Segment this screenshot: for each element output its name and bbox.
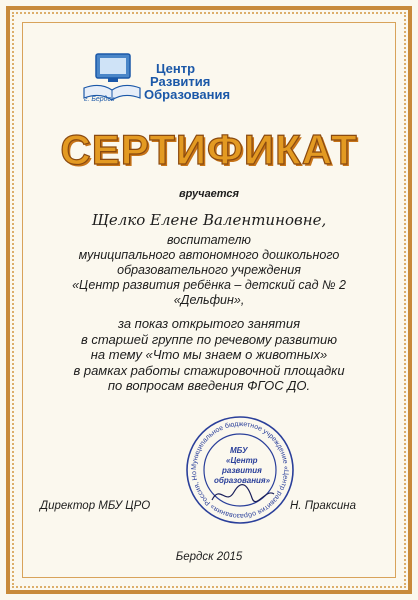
awarded-label: вручается bbox=[178, 188, 240, 200]
stamp-center-2: «Центр bbox=[226, 456, 258, 465]
logo-line-2: Развития bbox=[150, 74, 211, 89]
logo-line-1: Центр bbox=[156, 61, 196, 76]
reason-line: за показ открытого занятия bbox=[117, 316, 301, 331]
reason-line: по вопросам введения ФГОС ДО. bbox=[107, 378, 311, 393]
award-reason bbox=[20, 316, 398, 394]
computer-book-icon bbox=[80, 52, 144, 102]
official-stamp bbox=[184, 414, 296, 526]
reason-line: на тему «Что мы знаем о животных» bbox=[90, 347, 328, 362]
logo-line-3: Образования bbox=[144, 87, 231, 102]
director-title: Директор МБУ ЦРО bbox=[40, 500, 151, 512]
position-line: образовательного учреждения bbox=[117, 263, 301, 277]
cro-logo bbox=[80, 52, 320, 110]
recipient-position bbox=[20, 233, 398, 308]
reason-line: в старшей группе по речевому развитию bbox=[80, 331, 338, 347]
stamp-center-1: МБУ bbox=[230, 446, 248, 455]
stamp-ring-text: Муниципальное бюджетное учреждение «Центр развития образования» Россия, Но bbox=[190, 420, 290, 520]
position-line: «Центр развития ребёнка – детский сад № 2 bbox=[72, 278, 346, 292]
reason-line: в рамках работы стажировочной площадки bbox=[73, 362, 345, 378]
stamp-center-3: развития bbox=[222, 466, 262, 475]
stamp-center-4: образования» bbox=[214, 476, 271, 485]
director-name: Н. Праксина bbox=[290, 500, 356, 512]
position-line: воспитателю bbox=[167, 233, 251, 247]
recipient-name: Щелко Елене Валентиновне, bbox=[91, 211, 327, 229]
position-line: «Дельфин», bbox=[173, 293, 245, 307]
position-line: муниципального автономного дошкольного bbox=[78, 248, 340, 262]
signature-scribble bbox=[208, 480, 278, 510]
logo-city: г. Бердск bbox=[84, 96, 115, 103]
certificate-title: СЕРТИФИКАТ bbox=[60, 126, 358, 173]
place-year: Бердск 2015 bbox=[175, 551, 243, 563]
